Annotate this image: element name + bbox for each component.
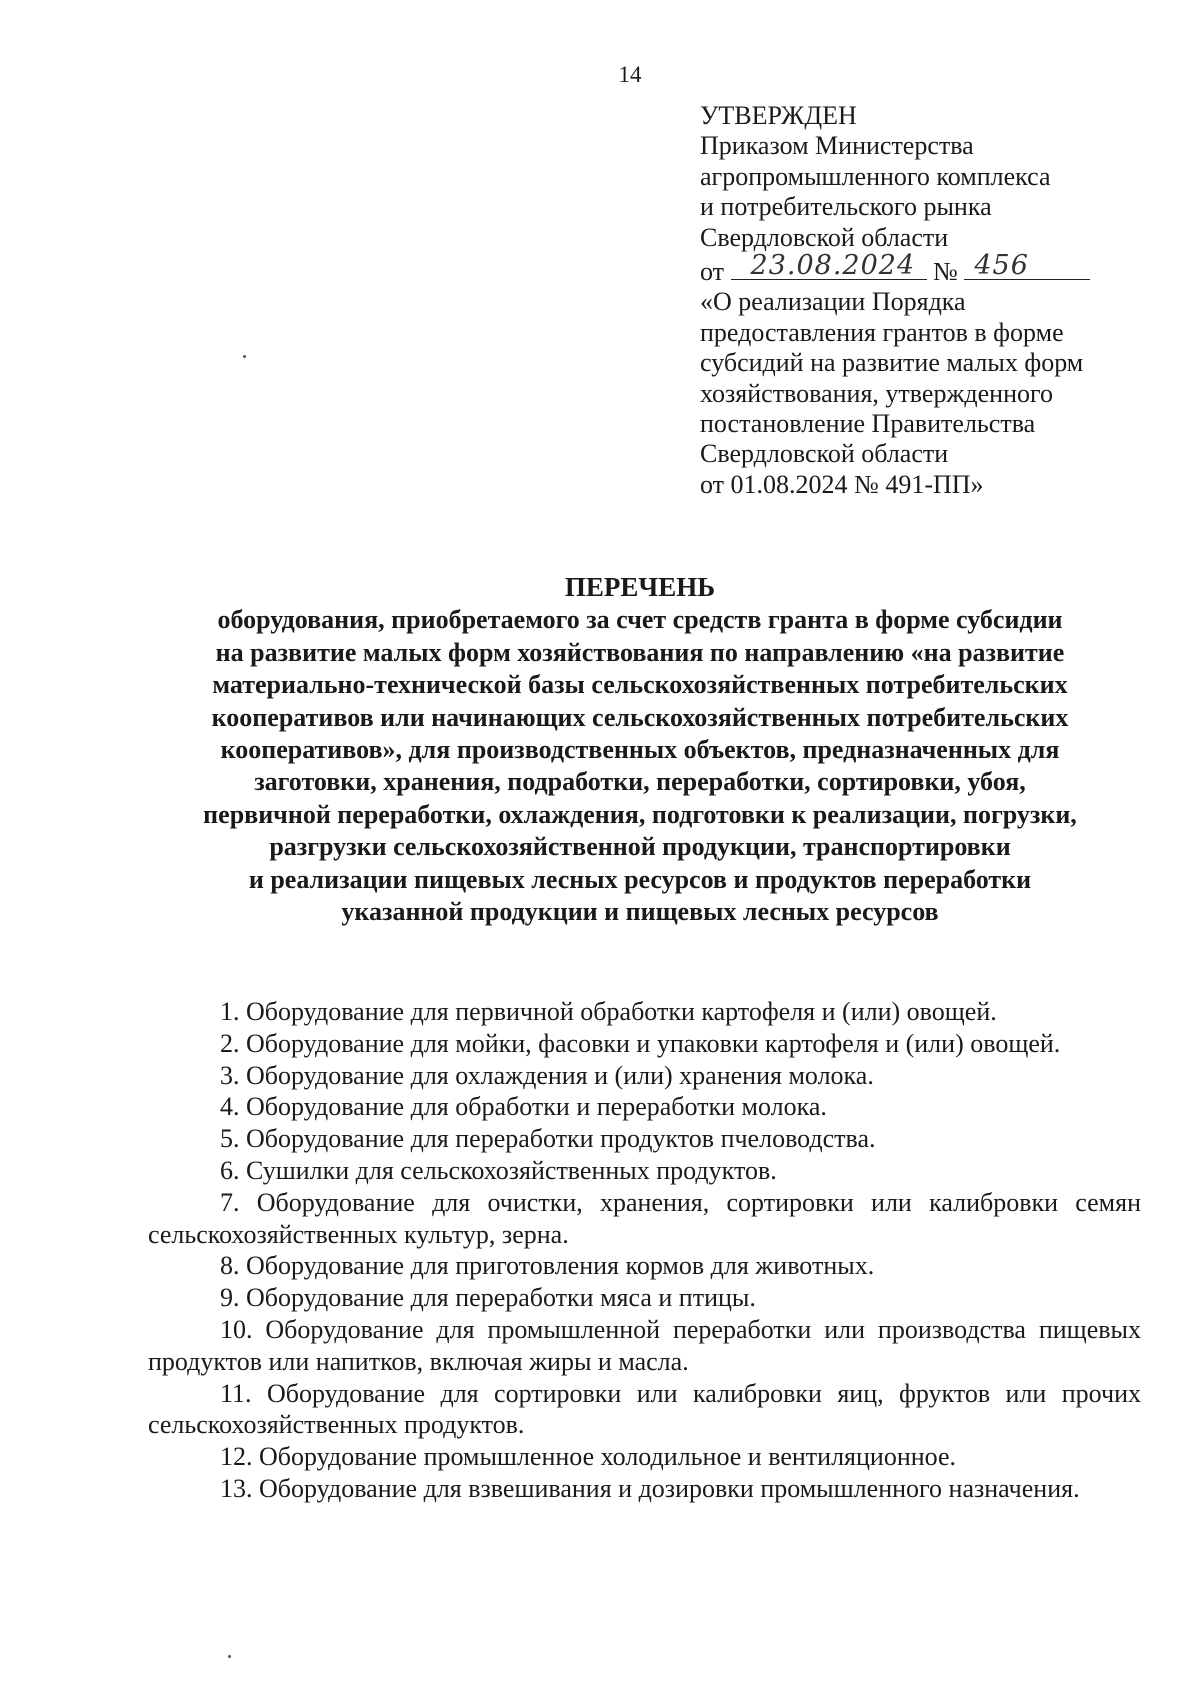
list-item: 12. Оборудование промышленное холодильное и вентиляционное. — [220, 1442, 957, 1472]
list-item: 10. Оборудование для промышленной переработки или производства пищевых продуктов или напитков, включая жиры и масла. — [148, 1314, 1141, 1376]
approval-subject-line: предоставления грантов в форме — [700, 317, 1064, 347]
title-line: разгрузки сельскохозяйственной продукции, транспортировки — [269, 832, 1011, 862]
equipment-list — [148, 996, 1141, 1505]
title-line: кооперативов», для производственных объектов, предназначенных для — [220, 735, 1060, 765]
list-item: 6. Сушилки для сельскохозяйственных продуктов. — [220, 1155, 777, 1185]
approval-date-line — [700, 249, 1180, 287]
approval-subject-line: Свердловской области — [700, 439, 949, 469]
title-line: и реализации пищевых лесных ресурсов и продуктов переработки — [248, 864, 1032, 894]
page-number: 14 — [618, 62, 642, 87]
approval-line: Свердловской области — [700, 222, 949, 252]
title-line: указанной продукции и пищевых лесных ресурсов — [341, 897, 939, 927]
list-item: 7. Оборудование для очистки, хранения, сортировки или калибровки семян сельскохозяйственных культур, зерна. — [148, 1187, 1141, 1249]
title-line: заготовки, хранения, подработки, переработки, сортировки, убоя, — [254, 767, 1026, 797]
scan-speck — [243, 355, 246, 358]
title-line: на развитие малых форм хозяйствования по направлению «на развитие — [215, 637, 1065, 667]
title-line: материально-технической базы сельскохозяйственных потребительских — [212, 670, 1068, 700]
list-item: 2. Оборудование для мойки, фасовки и упаковки картофеля и (или) овощей. — [220, 1028, 1061, 1058]
approval-subject-line: субсидий на развитие малых форм — [700, 348, 1084, 378]
date-field — [731, 249, 927, 281]
list-item: 13. Оборудование для взвешивания и дозировки промышленного назначения. — [220, 1473, 1080, 1503]
approval-heading: УТВЕРЖДЕН — [700, 101, 857, 130]
title-heading: ПЕРЕЧЕНЬ — [564, 572, 716, 602]
title-line: оборудования, приобретаемого за счет средств гранта в форме субсидии — [217, 605, 1063, 635]
handwritten-date: 23.08.2024 — [750, 249, 916, 281]
approval-subject-line: от 01.08.2024 № 491-ПП» — [700, 469, 984, 499]
approval-block — [700, 101, 1180, 500]
approval-subject-line: постановление Правительства — [700, 409, 1036, 439]
list-item: 11. Оборудование для сортировки или калибровки яиц, фруктов или прочих сельскохозяйственных продуктов. — [148, 1378, 1141, 1440]
number-field — [964, 249, 1090, 281]
approval-subject-line: «О реализации Порядка — [700, 287, 966, 317]
approval-line: агропромышленного комплекса — [700, 161, 1051, 191]
date-prefix: от — [700, 257, 725, 287]
list-item: 3. Оборудование для охлаждения и (или) хранения молока. — [220, 1060, 874, 1090]
approval-subject-line: хозяйствования, утвержденного — [700, 378, 1054, 408]
document-title — [140, 571, 1140, 928]
list-item: 8. Оборудование для приготовления кормов для животных. — [220, 1251, 875, 1281]
approval-line: Приказом Министерства — [700, 131, 974, 161]
approval-line: и потребительского рынка — [700, 192, 992, 222]
handwritten-number: 456 — [974, 249, 1029, 281]
title-line: первичной переработки, охлаждения, подготовки к реализации, погрузки, — [203, 799, 1077, 829]
number-prefix: № — [933, 257, 958, 287]
list-item: 9. Оборудование для переработки мяса и птицы. — [220, 1283, 756, 1313]
scan-speck — [228, 1655, 231, 1658]
list-item: 1. Оборудование для первичной обработки картофеля и (или) овощей. — [220, 997, 997, 1026]
list-item: 5. Оборудование для переработки продуктов пчеловодства. — [220, 1124, 876, 1154]
list-item: 4. Оборудование для обработки и переработки молока. — [220, 1092, 827, 1122]
title-line: кооперативов или начинающих сельскохозяйственных потребительских — [211, 702, 1069, 732]
